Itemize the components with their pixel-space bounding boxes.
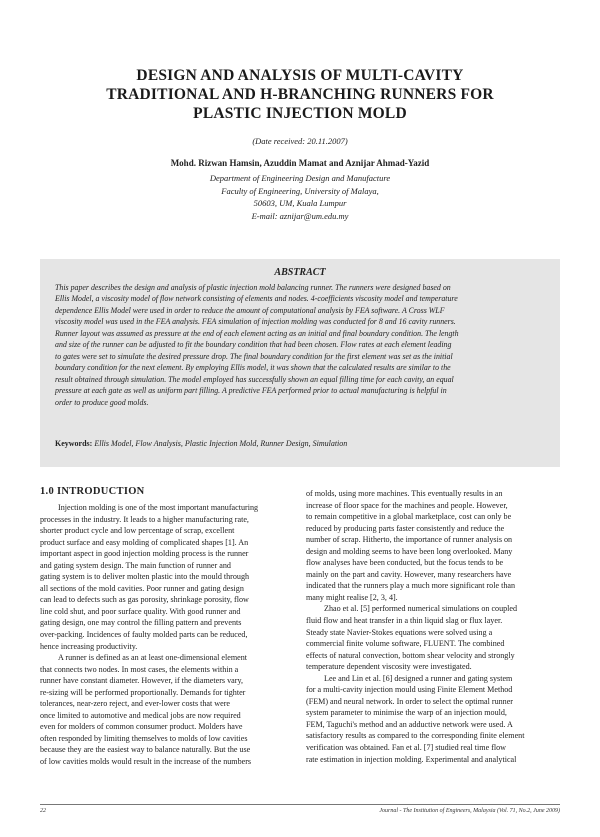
text-line: Injection molding is one of the most important manufacturing [58,503,259,512]
text-line: runner have constant diameter. However, if the diameters vary, [40,676,243,686]
text-line: indicated that the runners play a much more significant role than [306,581,516,591]
affiliation-line: Department of Engineering Design and Manufacture [209,173,391,183]
text-line: of low cavities molds would result in the increase of the numbers [40,757,252,767]
abstract-text [55,282,545,408]
text-line: important aspect in good injection molding process is the runner [40,549,249,559]
text-line: gating design, one may control the filling pattern and prevents [40,618,242,628]
keywords [55,439,347,448]
text-line: to remain competitive in a global marketplace, cost can only be [306,512,512,522]
text-line: FEM, Taguchi's method and an adductive network were used. A [306,719,513,729]
keywords-list: Ellis Model, Flow Analysis, Plastic Injection Mold, Runner Design, Simulation [94,439,348,448]
text-line: line cold shut, and poor surface quality. With good runner and [40,606,241,616]
text-line: system parameter to minimise the warp of an injection mould, [306,708,507,718]
email-line: E-mail: aznijar@um.edu.my [251,210,349,221]
text-line: reduced by producing parts faster consistently and reduce the [306,523,505,533]
title-line: TRADITIONAL AND H-BRANCHING RUNNERS FOR [106,86,494,103]
text-line: because they are the easiest way to balance naturally. But the use [40,745,251,755]
text-line: over-packing. Incidences of faulty molded parts can be reduced, [40,630,248,640]
keywords-label: Keywords: [55,439,93,448]
text-line: even for molders of common consumer product. Molders have [40,722,243,732]
text-line: fluid flow and heat transfer in a thin liquid slag or flux layer. [306,616,503,626]
text-line: for a multi-cavity injection mould using Finite Element Method [306,685,513,695]
text-line: and gating system design. The main function of runner and [40,560,231,570]
left-column [40,502,296,768]
text-line: hence increasing productivity. [40,641,138,651]
title-line: PLASTIC INJECTION MOLD [193,105,407,122]
abstract-heading: ABSTRACT [274,267,326,278]
text-line: of molds, using more machines. This eventually results in an [306,489,503,498]
abstract-line: Runner layout was assumed as pressure at the end of each element acting as an initial and final boundary condition. The length [55,328,459,338]
abstract-line: boundary condition for the next element. By employing Ellis model, it was shown that the calculated results are similar to the [55,363,451,373]
abstract-line: This paper describes the design and analysis of plastic injection mold balancing runner. The runners were designed based on [55,283,451,292]
text-line: commercial finite volume software, FLUENT. The combined [306,639,505,649]
text-line: verification was obtained. Fan et al. [7] studied real time flow [306,743,507,753]
text-line: rate estimation in injection molding. Experimental and analytical [306,754,517,764]
abstract-line: dependence Ellis Model were used in order to reduce the amount of computational analysis by FEA software. A Cross WLF [55,305,445,315]
text-line: flow analyses have been conducted, but the focus tends to be [306,558,504,568]
text-line: number of scrap. Hitherto, the importance of runner analysis on [306,535,513,545]
text-line: many might realise [2, 3, 4]. [306,592,398,602]
affiliation [0,172,600,222]
text-line: design and molding seems to have been long overlooked. Many [306,546,513,556]
affiliation-line: Faculty of Engineering, University of Malaya, [221,185,379,196]
abstract-line: result obtained through simulation. The model employed has successfully shown an equal filling time for each cavity, an equal [55,374,454,384]
text-line: can lead to defects such as gas porosity, shrinkage porosity, flow [40,595,249,605]
paper-title [40,66,560,123]
abstract-line: Ellis Model, a viscosity model of flow network consisting of elements and nodes. 4-coefficients viscosity model and temperature [55,294,458,304]
abstract-line: to gates were set to simulate the desired pressure drop. The final boundary condition for the first element was set as the initial [55,351,453,361]
text-line: re-sizing will be performed proportionally. Demands for tighter [40,687,246,697]
text-line: gating system is to deliver molten plastic into the mould through [40,572,250,582]
authors: Mohd. Rizwan Hamsin, Azuddin Mamat and Aznijar Ahmad-Yazid [170,158,430,168]
text-line: A runner is defined as an at least one-dimensional element [58,653,248,663]
text-line: that connects two nodes. In most cases, the elements within a [40,664,239,674]
journal-citation: Journal - The Institution of Engineers, Malaysia (Vol. 71, No.2, June 2009) [379,808,560,814]
page-number: 22 [40,808,46,814]
abstract-line: viscosity model was used in the FEA analysis. FEA simulation of injection molding was conducted for 8 and 16 cavity runners. [55,317,456,327]
abstract-line: and size of the runner can be adjusted to fit the boundary condition that had been chosen. Flow rates at each element leading [55,340,452,350]
footer-divider [40,804,560,805]
text-line: (FEM) and neural network. In order to select the optimal runner [306,696,513,706]
date-received: (Date received: 20.11.2007) [252,136,348,146]
text-line: temperature dependent viscosity were investigated. [306,662,472,672]
section-heading: 1.0 INTRODUCTION [40,486,145,497]
text-line: mainly on the part and cavity. However, many researchers have [306,569,512,579]
abstract-line: order to produce good molds. [55,397,149,407]
text-line: satisfactory results as compared to the corresponding finite element [306,731,525,741]
text-line: processes in the industry. It leads to a higher manufacturing rate, [40,514,249,524]
text-line: product surface and easy molding of complicated shapes [1]. An [40,537,249,547]
abstract-line: pressure at each gate as well as uniform part filling. A predictive FEA performed prior to actual manufacturing is helpful in [55,386,447,396]
text-line: tolerances, near-zero reject, and ever-lower costs that were [40,699,230,709]
text-line: effects of natural convection, bottom shear velocity and strongly [306,650,515,660]
text-line: Lee and Lin et al. [6] designed a runner and gating system [324,673,513,683]
abstract-box [40,259,560,467]
text-line: shorter product cycle and low percentage of scrap, excellent [40,526,235,536]
right-column [306,488,562,765]
text-line: Steady state Navier-Stokes equations were solved using a [306,627,493,637]
text-line: increase of floor space for the machines and people. However, [306,500,508,510]
text-line: often responded by limiting themselves to molds of low cavities [40,733,248,743]
affiliation-line: 50603, UM, Kuala Lumpur [253,198,347,208]
text-line: all sections of the mold cavities. Poor runner and gating design [40,583,244,593]
text-line: once limited to automotive and medical jobs are now required [40,710,241,720]
text-line: Zhao et al. [5] performed numerical simulations on coupled [324,604,518,614]
title-line: DESIGN AND ANALYSIS OF MULTI-CAVITY [136,67,464,84]
